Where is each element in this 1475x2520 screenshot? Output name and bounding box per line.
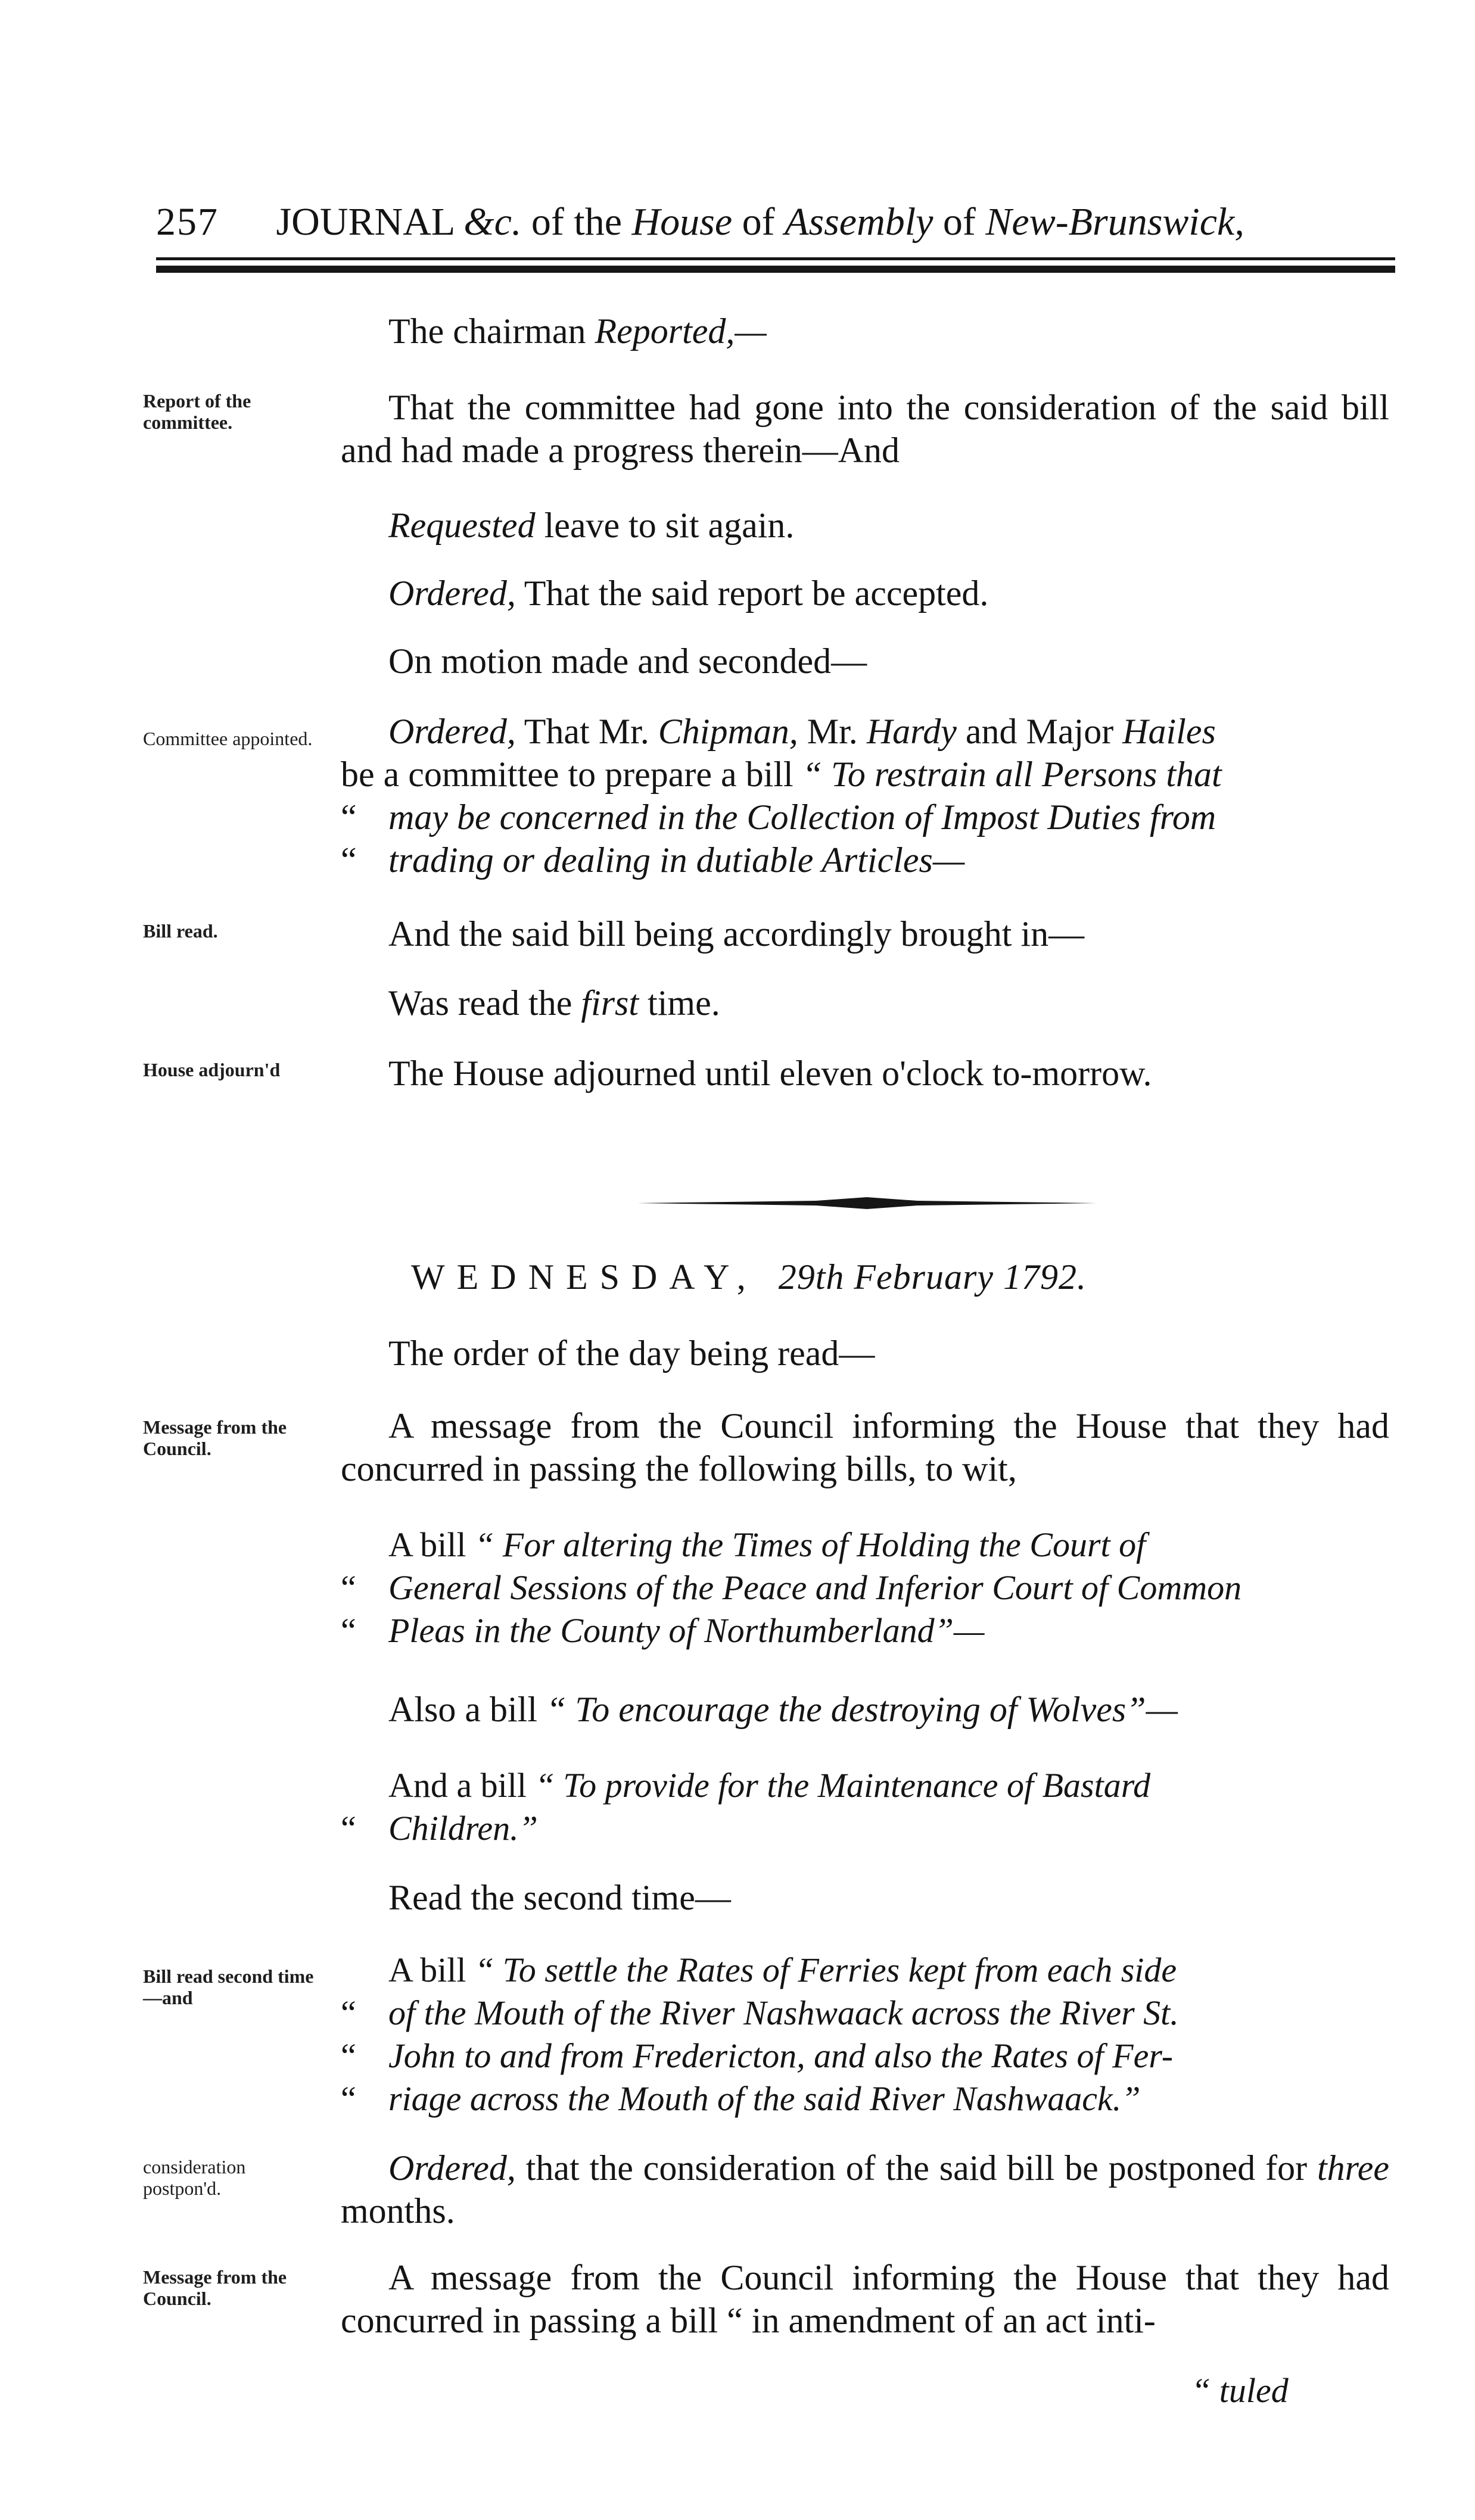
title-of-2: of	[942, 200, 976, 244]
para-chairman-reported	[388, 310, 1389, 353]
quote-mark: “	[341, 1611, 356, 1650]
para-order-of-day: The order of the day being read—	[388, 1334, 875, 1373]
text-italic: Ordered,	[388, 574, 516, 613]
text-italic: Chipman,	[658, 712, 798, 751]
para-council-message-1: A message from the Council informing the House that they had concurred in passing the following bills, to wit,	[341, 1406, 1389, 1488]
quote-mark: “	[341, 840, 357, 880]
margin-note-bill-second: Bill read second time—and	[143, 1965, 314, 2008]
text: Mr.	[807, 712, 858, 751]
text-italic: “ To encourage the destroying of Wolves”—	[546, 1690, 1178, 1729]
para-second-time: Read the second time—	[388, 1878, 731, 1917]
text: that the consideration of the said bill be postponed for	[525, 2148, 1308, 2188]
para-requested-leave	[388, 504, 1389, 547]
running-head	[156, 200, 1395, 244]
text-italic: of the Mouth of the River Nashwaack across the River St.	[388, 1993, 1179, 2032]
para-ordered-committee	[341, 710, 1389, 881]
quote-bill-court-sessions	[341, 1524, 1389, 1652]
text-italic: John to and from Fredericton, and also the Rates of Fer-	[388, 2036, 1174, 2075]
text-italic: “ To restrain all Persons that	[802, 755, 1222, 794]
text-italic: Hardy	[866, 712, 957, 751]
title-of-the: of the	[531, 200, 622, 244]
margin-note-bill-read: Bill read.	[143, 920, 218, 942]
text-italic: “ For altering the Times of Holding the Court of	[475, 1525, 1146, 1564]
title-of-1: of	[742, 200, 775, 244]
text: months.	[341, 2191, 455, 2231]
quote-mark: “	[341, 2036, 356, 2075]
text-italic: General Sessions of the Peace and Inferior Court of Common	[388, 1568, 1242, 1607]
quote-mark: “	[341, 2079, 356, 2118]
text-italic: riage across the Mouth of the said River Nashwaack.”	[388, 2079, 1141, 2118]
text: The chairman	[388, 312, 586, 351]
title-etc: &c.	[463, 200, 522, 244]
text-italic: Reported,—	[595, 312, 767, 351]
para-first-time	[388, 982, 1389, 1024]
day-date: 29th February 1792.	[778, 1257, 1087, 1297]
day-name: WEDNESDAY,	[411, 1257, 758, 1297]
text-italic: trading or dealing in dutiable Articles—	[388, 840, 965, 880]
para-postponed	[341, 2147, 1389, 2232]
para-motion: On motion made and seconded—	[388, 641, 867, 681]
text-italic: three	[1317, 2148, 1390, 2188]
text: Was read the	[388, 983, 572, 1023]
ornament-rule	[637, 1195, 1096, 1211]
quote-mark: “	[341, 1809, 356, 1848]
title-new-brunswick: New-Brunswick,	[985, 200, 1244, 244]
text: time.	[648, 983, 720, 1023]
quote-bill-bastard-children	[341, 1764, 1389, 1850]
text-italic: first	[581, 983, 639, 1023]
title-house: House	[631, 200, 733, 244]
text-italic: Hailes	[1122, 712, 1216, 751]
catchword: “ tuled	[1191, 2371, 1289, 2410]
quote-mark: “	[341, 798, 357, 837]
para-brought-in: And the said bill being accordingly brought in—	[388, 914, 1085, 954]
quote-mark: “	[341, 1568, 356, 1607]
text: And a bill	[388, 1766, 527, 1805]
text: A bill	[388, 1951, 466, 1989]
text: That the said report be accepted.	[524, 574, 989, 613]
text-italic: Ordered,	[388, 2148, 516, 2188]
margin-note-house-adjourned: House adjourn'd	[143, 1059, 281, 1080]
para-committee-report: That the committee had gone into the consideration of the said bill and had made a progress therein—And	[341, 388, 1389, 470]
quote-mark: “	[341, 1993, 356, 2032]
text-italic: Children.”	[388, 1809, 538, 1848]
para-bill-wolves	[388, 1688, 1389, 1731]
margin-note-message-2: Message from the Council.	[143, 2266, 287, 2309]
para-adjourned: The House adjourned until eleven o'clock to-morrow.	[388, 1054, 1152, 1093]
para-ordered-accepted	[388, 572, 1389, 615]
day-heading	[411, 1257, 1364, 1298]
text: and Major	[965, 712, 1114, 751]
margin-note-report: Report of the committee.	[143, 390, 251, 433]
para-council-message-2: A message from the Council informing the House that they had concurred in passing a bill “ in amendment of an act inti-	[341, 2258, 1389, 2340]
text: be a committee to prepare a bill	[341, 755, 793, 794]
header-rule-thin	[156, 257, 1395, 260]
text-italic: “ To provide for the Maintenance of Bastard	[535, 1766, 1151, 1805]
header-rule-thick	[156, 266, 1395, 273]
text-italic: Ordered,	[388, 712, 516, 751]
text: That Mr.	[524, 712, 649, 751]
margin-note-committee: Committee appointed.	[143, 728, 313, 749]
title-journal: JOURNAL	[276, 200, 454, 244]
text-italic: “ To settle the Rates of Ferries kept from each side	[475, 1951, 1177, 1989]
text-italic: Requested	[388, 506, 536, 545]
quote-bill-ferries	[341, 1949, 1389, 2120]
text: A bill	[388, 1525, 466, 1564]
margin-note-consideration: consideration postpon'd.	[143, 2156, 246, 2199]
title-assembly: Assembly	[785, 200, 933, 244]
page-number: 257	[156, 200, 219, 244]
text-italic: Pleas in the County of Northumberland”—	[388, 1611, 985, 1650]
margin-note-message-1: Message from the Council.	[143, 1416, 287, 1459]
text: Also a bill	[388, 1690, 537, 1729]
text: leave to sit again.	[544, 506, 795, 545]
text-italic: may be concerned in the Collection of Impost Duties from	[388, 798, 1216, 837]
